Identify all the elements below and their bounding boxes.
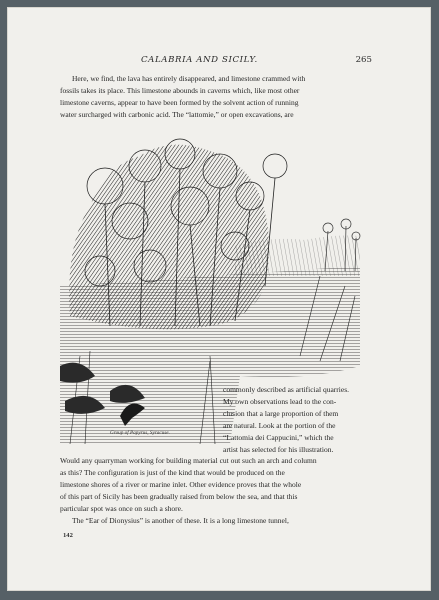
text-line: limestone caverns, appear to have been formed by the solvent action of running [60,98,299,108]
bottom-paragraph [60,455,364,528]
text-line: as this? The configuration is just of the kind that would be produced on the [60,468,285,478]
running-head-title: CALABRIA AND SICILY. [141,55,258,65]
text-line: limestone shores of a river or marine inlet. Other evidence proves that the whole [60,480,302,490]
text-line: particular spot was once on such a shore. [60,504,183,514]
text-line: Here, we find, the lava has entirely disappeared, and limestone crammed with [72,74,306,83]
intro-paragraph [60,73,364,121]
signature-mark: 142 [63,532,73,539]
wrapped-paragraph [223,384,364,457]
text-line: are natural. Look at the portion of the [223,421,336,431]
text-line: My own observations lead to the con- [223,397,337,407]
text-line: The “Ear of Dionysius” is another of these. It is a long limestone tunnel, [72,516,289,526]
text-line: commonly described as artificial quarries. [223,385,349,394]
text-line: clusion that a large proportion of them [223,409,339,419]
text-line: Would any quarryman working for building material cut out such an arch and column [60,456,317,465]
page-number: 265 [355,55,372,65]
running-header [36,55,372,67]
text-line: artist has selected for his illustration. [223,445,334,455]
text-line: of this part of Sicily has been gradually raised from below the sea, and that this [60,492,298,502]
text-line: fossils takes its place. This limestone abounds in caverns which, like most other [60,86,300,96]
text-line: “Lattomia dei Cappucini,” which the [223,433,334,443]
figure-caption: Group of Papyrus, Syracuse. [110,430,170,436]
text-line: water surcharged with carbonic acid. The “lattomie,” or open excavations, are [60,110,294,120]
